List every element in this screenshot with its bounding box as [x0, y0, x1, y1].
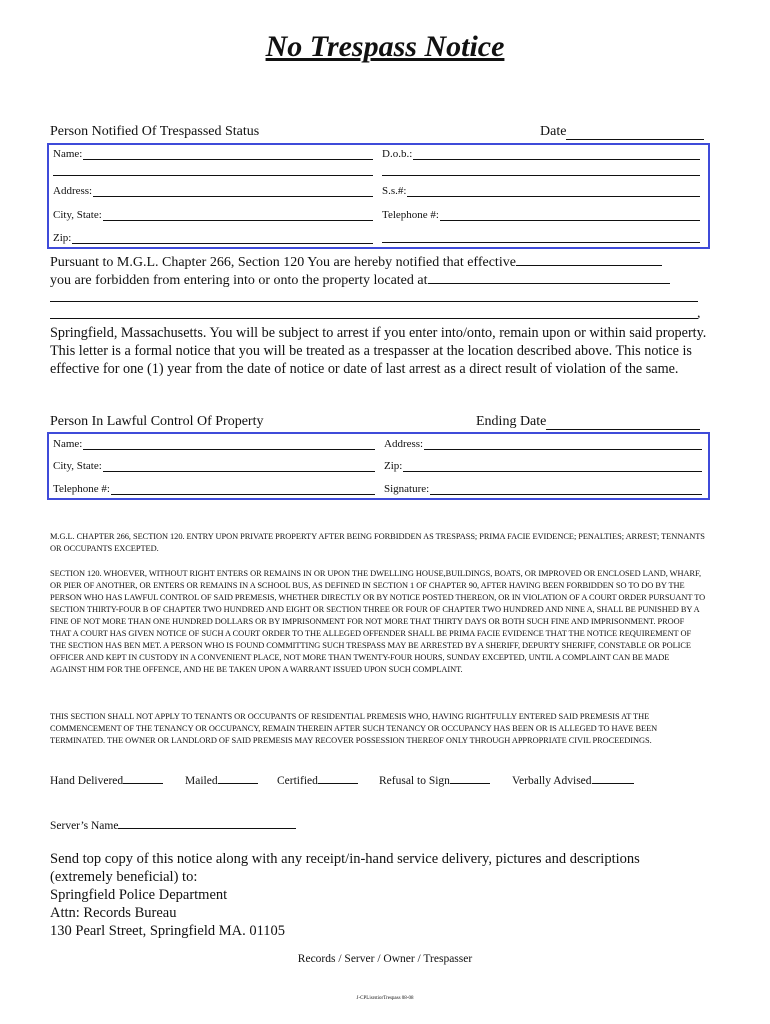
send-line4: Attn: Records Bureau: [50, 905, 177, 921]
notified-dob-label: D.o.b.:: [382, 148, 413, 160]
property-location-line3[interactable]: [50, 318, 698, 319]
control-signature-label: Signature:: [384, 483, 430, 495]
service-hand-delivered-label: Hand Delivered: [50, 775, 124, 787]
service-refusal: [379, 773, 490, 787]
footer-code: J-CPLisrstiorTrespass 08-08: [356, 996, 414, 1001]
send-line5: 130 Pearl Street, Springfield MA. 01105: [50, 923, 286, 939]
pursuant-line1-text: Pursuant to M.G.L. Chapter 266, Section 120 You are hereby notified that effective: [50, 255, 516, 270]
law-exception-paragraph: THIS SECTION SHALL NOT APPLY TO TENANTS OR OCCUPANTS OF RESIDENTIAL PREMESIS WHO, HAVING RIGHTFULLY ENTERED SAID PREMESIS AT THE COMMENCEMENT OF THE TENANCY OR OCCUPANCY, REMAIN THEREIN AFTER SUCH TENANCY OR OCCUPANCY HAS BEEN OR IS ALLEGED TO HAVE BEEN TERMINATED. THE OWNER OR LANDLORD OF SAID PREMESIS MAY RECOVER POSSESSION THEREOF ONLY THROUGH APPROPRIATE CIVIL PROCEEDINGS.: [50, 712, 658, 745]
notified-heading: Person Notified Of Trespassed Status: [50, 124, 260, 139]
notified-name-line2[interactable]: [53, 175, 373, 176]
service-hand-delivered-field[interactable]: [123, 773, 163, 784]
notified-date-label: Date: [540, 124, 567, 139]
notified-dob-line2[interactable]: [382, 175, 700, 176]
service-refusal-field[interactable]: [450, 773, 490, 784]
notified-address-field[interactable]: [53, 185, 373, 197]
law-heading-paragraph: M.G.L. CHAPTER 266, SECTION 120. ENTRY UPON PRIVATE PROPERTY AFTER BEING FORBIDDEN AS TRESPASS; PRIMA FACIE EVIDENCE; PENALTIES; ARREST; TENNANTS OR OCCUPANTS EXCEPTED.: [50, 532, 705, 553]
law-section-paragraph: SECTION 120. WHOEVER, WITHOUT RIGHT ENTERS OR REMAINS IN OR UPON THE DWELLING HOUSE,BUILDINGS, BOATS, OR IMPROVED OR ENCLOSED LAND, WHARF, OR PIER OF ANOTHER, OR ENTERS OR REMAINS IN A SCHOOL BUS, AS DEFINED IN SECTION 1 OF CHAPTER 90, AFTER HAVING BEEN FORBIDDEN SO TO DO BY THE PERSON WHO HAS LAWFUL CONTROL OF SAID PREMESIS, WHETHER DIRECTLY OR BY NOTICE POSTED THEREON, OR IN VIOLATION OF A COURT ORDER PURSUANT TO SECTION THIRTY-FOUR B OF CHAPTER TWO HUNDRED AND EIGHT OR SECTION THREE OR FOUR OF CHAPTER TWO HUNDRED AND NINE A, SHALL BE PUNISHED BY A FINE OF NOT MORE THAN ONE HUNDRED DOLLARS OR BY IMPRISONMENT FOR NOT MORE THAT THIRTY DAYS OR BOTH SUCH FINE AND IMPRISONMENT. PROOF THAT A COURT HAS GIVEN NOTICE OF SUCH A COURT ORDER TO THE ALLEGED OFFENDER SHALL BE PRIMA FACIE EVIDENCE THAT THE NOTICE REQUIREMENT OF THE SECTION HAS BEN MET. A PERSON WHO IS FOUND COMMITTING SUCH TRESPASS MAY BE ARRESTED BY A SHERIFF, DEPURTY SHERIFF, CONSTABLE OR POLICE OFFICER AND KEPT IN CUSTODY IN A CONVENIENT PLACE, NOT MORE THAN TWENTY-FOUR HOURS, SUNDAY EXCEPTED, UNTIL A COMPLAINT CAN BE MADE AGAINST HIM FOR THE OFFENCE, AND HE BE TAKEN UPON A WARRANT ISSUED UPON SUCH COMPLAINT.: [50, 569, 706, 674]
control-zip-label: Zip:: [384, 460, 403, 472]
service-hand-delivered: [50, 773, 163, 787]
notified-name-field[interactable]: [53, 148, 373, 160]
notified-date-field[interactable]: [566, 127, 704, 140]
notified-ss-field[interactable]: [382, 185, 700, 197]
notified-zip-label: Zip:: [53, 232, 72, 244]
send-line3: Springfield Police Department: [50, 887, 228, 903]
notified-telephone-label: Telephone #:: [382, 209, 439, 221]
service-verbally-advised-field[interactable]: [592, 773, 634, 784]
control-city-state-label: City, State:: [53, 460, 102, 472]
notified-extra-line[interactable]: [382, 242, 700, 243]
pursuant-line2-text: you are forbidden from entering into or onto the property located at: [50, 273, 428, 288]
ending-date-field[interactable]: [546, 417, 700, 430]
pursuant-line2: [50, 271, 670, 290]
effective-date-field[interactable]: [516, 253, 662, 266]
server-name-label: Server’s Name: [50, 820, 119, 832]
service-mailed-label: Mailed: [185, 775, 218, 787]
control-zip-field[interactable]: [384, 460, 702, 472]
control-address-field[interactable]: [384, 438, 702, 450]
service-mailed-field[interactable]: [218, 773, 258, 784]
service-verbally-advised-label: Verbally Advised: [512, 775, 592, 787]
server-name-row: [50, 818, 296, 832]
send-line2: (extremely beneficial) to:: [50, 869, 198, 885]
control-telephone-field[interactable]: [53, 483, 375, 495]
notified-address-label: Address:: [53, 185, 93, 197]
ending-date-group: [476, 414, 700, 430]
service-certified: [277, 773, 358, 787]
control-signature-field[interactable]: [384, 483, 702, 495]
page-title: No Trespass Notice: [265, 30, 505, 63]
notified-city-state-label: City, State:: [53, 209, 102, 221]
notified-ss-label: S.s.#:: [382, 185, 407, 197]
control-name-label: Name:: [53, 438, 83, 450]
send-line1: Send top copy of this notice along with any receipt/in-hand service delivery, pictures and descriptions: [50, 851, 640, 867]
notice-body: Springfield, Massachusetts. You will be subject to arrest if you enter into/onto, remain upon or within said property. This letter is a formal notice that you will be treated as a trespasser at the location described above. This notice is effective for one (1) year from the date of notice or date of last arrest as a direct result of violation of the same.: [50, 325, 707, 377]
service-refusal-label: Refusal to Sign: [379, 775, 450, 787]
control-city-state-field[interactable]: [53, 460, 375, 472]
service-mailed: [185, 773, 258, 787]
property-location-field[interactable]: [428, 271, 670, 284]
service-verbally-advised: [512, 773, 634, 787]
notified-city-state-field[interactable]: [53, 209, 373, 221]
notified-dob-field[interactable]: [382, 148, 700, 160]
service-certified-label: Certified: [277, 775, 318, 787]
control-telephone-label: Telephone #:: [53, 483, 110, 495]
server-name-field[interactable]: [118, 818, 296, 829]
notified-telephone-field[interactable]: [382, 209, 700, 221]
property-location-line2[interactable]: [50, 301, 698, 302]
control-address-label: Address:: [384, 438, 424, 450]
location-comma: ,: [697, 306, 701, 321]
notified-zip-field[interactable]: [53, 232, 373, 244]
notified-name-label: Name:: [53, 148, 83, 160]
pursuant-line1: [50, 253, 662, 272]
ending-date-label: Ending Date: [476, 414, 547, 429]
distribution-line: Records / Server / Owner / Trespasser: [297, 953, 473, 965]
service-certified-field[interactable]: [318, 773, 358, 784]
control-heading: Person In Lawful Control Of Property: [50, 414, 264, 429]
control-name-field[interactable]: [53, 438, 375, 450]
notified-date-group: [540, 124, 704, 140]
